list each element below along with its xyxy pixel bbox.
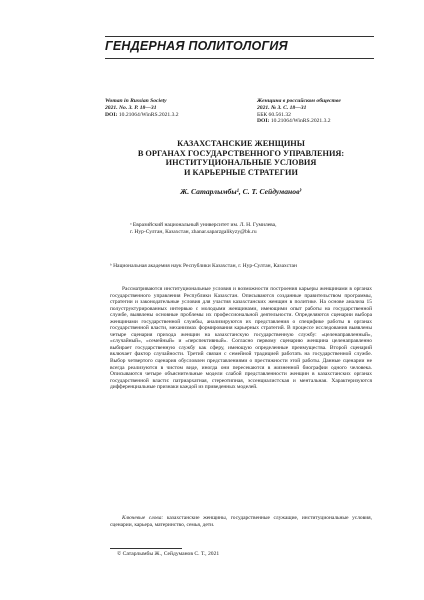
- doi-label: DOI:: [257, 118, 270, 125]
- keywords-text: казахстанские женщины, государственные служащие, институциональные условия, сценарии, карьера, материнство, семья, дети.: [110, 515, 372, 528]
- abstract-text: Рассматриваются институциональные условия и возможности построения карьеры женщинами в органах государственного управления Республики Казахстан. Описываются созданные правительством программы, стратегии и законодательные условия для участия казахстанских женщин в политике. На основе анализа 15 полуструктурированных интервью с молодыми женщинами, имеющими опыт работы на государственной службе, выявлены основные проблемы их профессиональной деятельности. Определяются сценарии выбора женщинами государственной службы, анализируются их представления о специфике работы в органах государственной власти, механизмах формирования карьерных стратегий. В процессе исследования выявлены четыре сценария прихода женщин на казахстанскую государственную службу: «целенаправленный», «случайный», «семейный» и «перспективный». Согласно первому сценарию женщина целенаправленно выбирает государственную службу как сферу, имеющую определенные преимущества. Второй сценарий включает фактор случайности. Третий связан с семейной традицией работать на государственной службе. Выбор четвертого сценария обусловлен представлениями о престижности этой работы. Данные сценарии не всегда реализуются в чистом виде, иногда они пересекаются в жизненной биографии одного человека. Описываются четыре объяснительные модели слабой представленности женщин в казахстанских органах государственной власти: патриархатная, стереотипная, эссенциалистская и ментальная. Характеризуются дифференциальные признаки каждой из приведенных моделей.: [110, 286, 372, 391]
- doi-russian: [257, 118, 387, 125]
- journal-issue-english: 2021. No. 3. P. 18—31: [105, 104, 157, 111]
- title-line: КАЗАХСТАНСКИЕ ЖЕНЩИНЫ: [177, 139, 305, 148]
- journal-name-russian: Женщина в российском обществе: [257, 98, 341, 104]
- article-authors: Ж. Сатарлымбы¹, С. Т. Сейдуманов⁾: [180, 187, 302, 196]
- affiliation-a-line: ᵃ Евразийский национальный университет им. Л. Н. Гумилева,: [130, 222, 277, 228]
- journal-name-english: Woman in Russian Society: [105, 98, 167, 104]
- title-line: В ОРГАНАХ ГОСУДАРСТВЕННОГО УПРАВЛЕНИЯ:: [137, 148, 345, 158]
- doi-english: [105, 112, 235, 119]
- title-line: И КАРЬЕРНЫЕ СТРАТЕГИИ: [184, 167, 298, 177]
- affiliation-a-line: г. Нур-Султан, Казахстан, zhanar.saparzgalikyzy@bk.ru: [130, 228, 257, 235]
- keywords-label: Ключевые слова:: [122, 515, 164, 521]
- doi-label: DOI:: [105, 111, 118, 118]
- article-title: [110, 139, 372, 177]
- doi-value: 10.21064/WinRS.2021.3.2: [270, 118, 331, 125]
- footnote-rule: [110, 548, 182, 549]
- copyright-notice: © Сатарлымбы Ж., Сейдуманов С. Т., 2021: [117, 551, 220, 557]
- affiliation-a: [110, 222, 392, 236]
- doi-value: 10.21064/WinRS.2021.3.2: [118, 111, 179, 118]
- journal-issue-russian: 2021. № 3. С. 18—31: [257, 104, 307, 111]
- journal-meta-english: [105, 98, 235, 118]
- journal-meta-russian: [257, 98, 387, 125]
- affiliation-b: ᵇ Национальная академия наук Республики Казахстан, г. Нур-Султан, Казахстан: [110, 263, 297, 269]
- section-header-title: ГЕНДЕРНАЯ ПОЛИТОЛОГИЯ: [105, 39, 288, 53]
- bbk-code: ББК 60.561.32: [257, 111, 291, 118]
- title-line: ИНСТИТУЦИОНАЛЬНЫЕ УСЛОВИЯ: [165, 158, 317, 168]
- header-top-rule: [105, 36, 374, 37]
- keywords: [110, 515, 372, 528]
- header-bottom-rule: [105, 58, 374, 59]
